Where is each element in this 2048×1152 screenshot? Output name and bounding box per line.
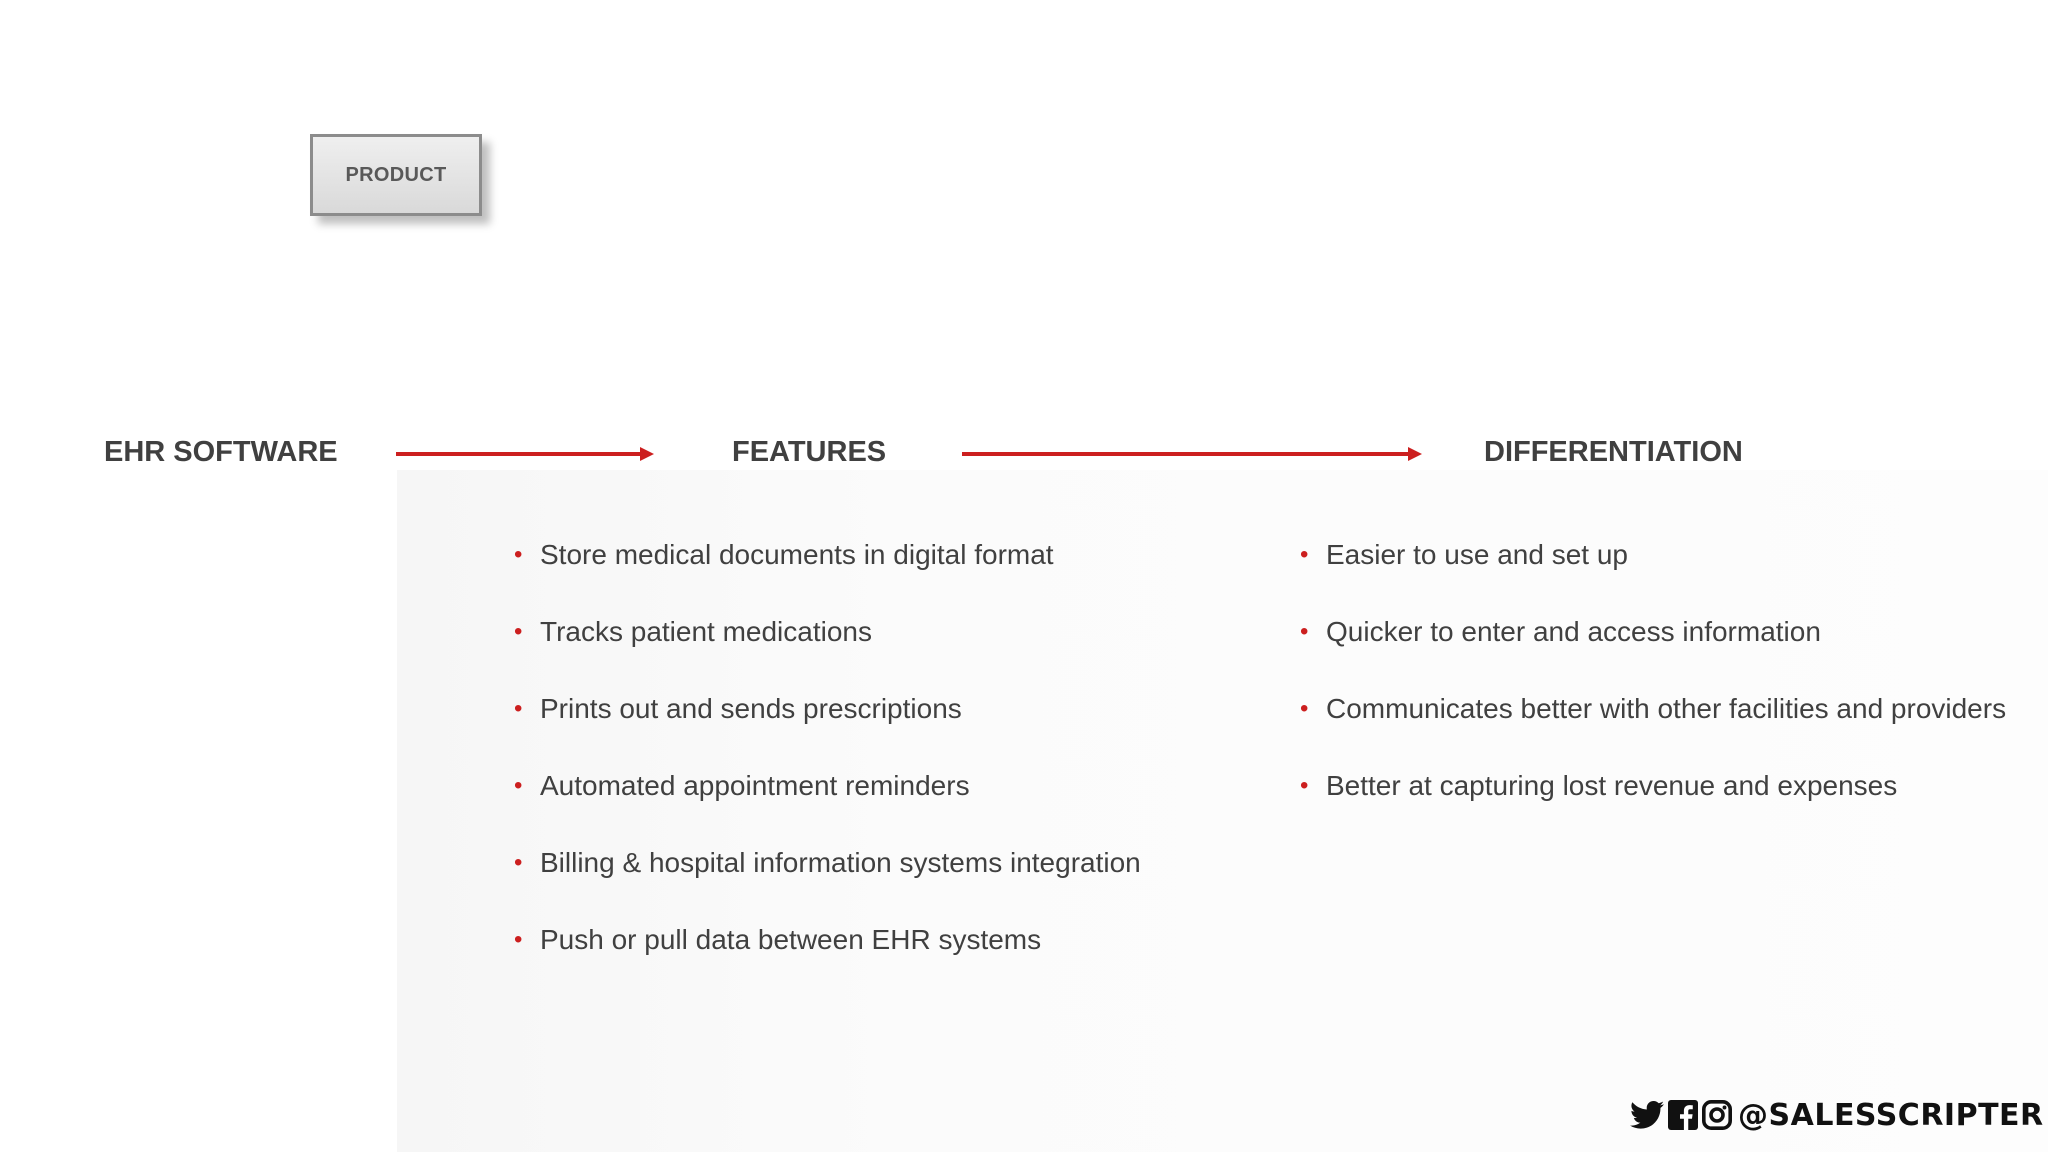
bullet-icon: •	[1300, 541, 1309, 568]
list-item: • Tracks patient medications	[514, 614, 1141, 691]
heading-ehr-software: EHR SOFTWARE	[104, 436, 338, 468]
bullet-icon: •	[514, 695, 523, 722]
product-label: PRODUCT	[345, 163, 447, 186]
arrow-to-features	[396, 444, 656, 466]
bullet-icon: •	[514, 618, 523, 645]
list-item: • Better at capturing lost revenue and expenses	[1300, 768, 2006, 845]
product-box	[310, 134, 482, 216]
twitter-icon	[1630, 1100, 1664, 1130]
differentiation-list	[1300, 537, 2006, 845]
bullet-icon: •	[514, 849, 523, 876]
list-item: • Quicker to enter and access information	[1300, 614, 2006, 691]
list-item: • Automated appointment reminders	[514, 768, 1141, 845]
arrow-to-differentiation	[962, 444, 1424, 466]
bullet-icon: •	[514, 541, 523, 568]
bullet-icon: •	[514, 926, 523, 953]
list-item: • Prints out and sends prescriptions	[514, 691, 1141, 768]
bullet-icon: •	[1300, 772, 1309, 799]
social-footer	[1630, 1095, 2044, 1135]
bullet-icon: •	[1300, 695, 1309, 722]
bullet-icon: •	[1300, 618, 1309, 645]
list-item: • Store medical documents in digital format	[514, 537, 1141, 614]
heading-differentiation: DIFFERENTIATION	[1484, 436, 1743, 468]
list-item: • Push or pull data between EHR systems	[514, 922, 1141, 999]
list-item: • Communicates better with other facilities and providers	[1300, 691, 2006, 768]
heading-features: FEATURES	[732, 436, 887, 468]
instagram-icon	[1702, 1100, 1732, 1130]
facebook-icon	[1668, 1100, 1698, 1130]
features-list	[514, 537, 1141, 999]
list-item: • Easier to use and set up	[1300, 537, 2006, 614]
list-item: • Billing & hospital information systems integration	[514, 845, 1141, 922]
social-handle: @SALESSCRIPTER	[1738, 1097, 2044, 1133]
bullet-icon: •	[514, 772, 523, 799]
